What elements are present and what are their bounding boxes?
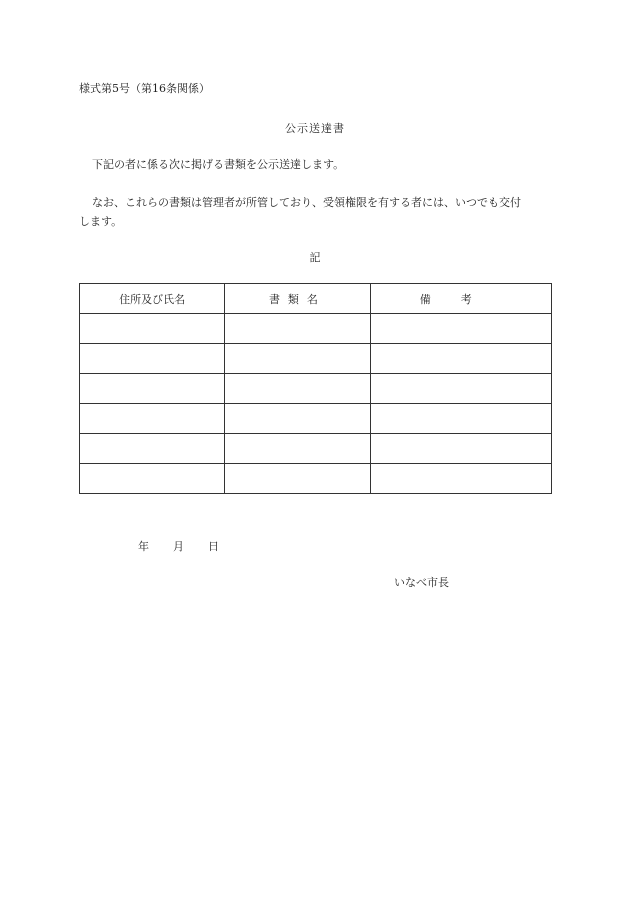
date-year: 年 (138, 540, 149, 553)
table-row (80, 434, 552, 464)
table-cell (370, 344, 551, 374)
table-cell (80, 374, 225, 404)
ki-heading: 記 (309, 251, 321, 264)
table-row (80, 344, 552, 374)
table-row (80, 374, 552, 404)
table-cell (80, 344, 225, 374)
issuer-mayor: いなべ市長 (394, 576, 449, 589)
table-cell (370, 374, 551, 404)
table-row (80, 464, 552, 494)
table-cell (225, 374, 370, 404)
document-title: 公示送達書 (285, 122, 345, 135)
table-cell (225, 314, 370, 344)
table-header-row (80, 284, 552, 314)
table-cell (80, 434, 225, 464)
delivery-paragraph-line-1: なお、これらの書類は管理者が所管しており、受領権限を有する者には、いつでも交付 (92, 196, 521, 209)
table-row (80, 314, 552, 344)
table-cell (225, 404, 370, 434)
table-cell (370, 434, 551, 464)
date-day: 日 (208, 540, 219, 553)
date-month: 月 (173, 540, 184, 553)
header-document-name: 書類名 (225, 284, 370, 314)
table-cell (225, 464, 370, 494)
table-cell (80, 464, 225, 494)
table-cell (225, 344, 370, 374)
notice-paragraph: 下記の者に係る次に掲げる書類を公示送達します。 (92, 158, 345, 171)
header-remarks: 備考 (370, 284, 551, 314)
table-cell (80, 314, 225, 344)
form-number: 様式第5号（第16条関係） (79, 82, 210, 95)
documents-table (79, 283, 552, 494)
header-address-name: 住所及び氏名 (80, 284, 225, 314)
table-cell (80, 404, 225, 434)
table-row (80, 404, 552, 434)
table-cell (225, 434, 370, 464)
table-cell (370, 464, 551, 494)
delivery-paragraph-line-2: します。 (79, 215, 123, 228)
table-cell (370, 314, 551, 344)
table-cell (370, 404, 551, 434)
